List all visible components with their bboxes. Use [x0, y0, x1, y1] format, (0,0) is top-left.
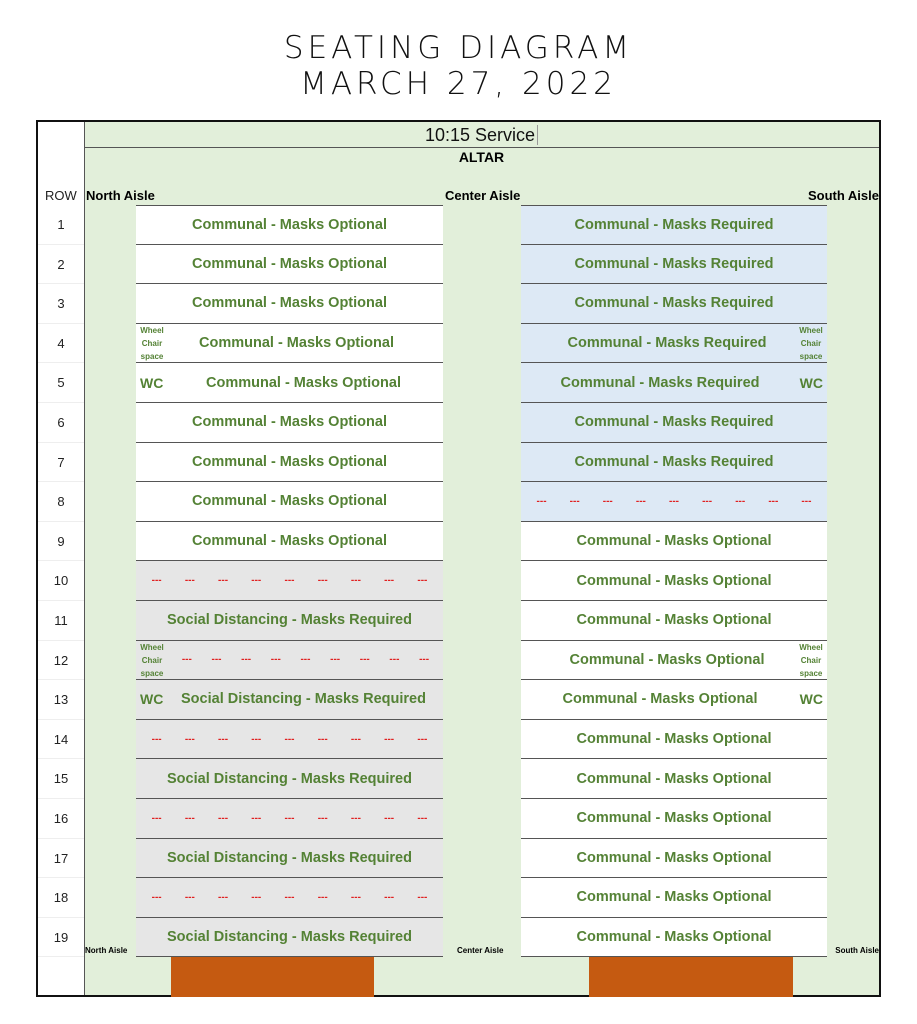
right-section-row-6[interactable]: [521, 403, 827, 443]
dash: ---: [251, 733, 262, 745]
left-section-row-9[interactable]: [136, 522, 443, 562]
right-section-row-2[interactable]: [521, 245, 827, 285]
unavailable-row-marker: [136, 892, 443, 903]
left-section-row-6[interactable]: [136, 403, 443, 443]
seating-status: Communal - Masks Required: [567, 335, 767, 352]
row-number: 8: [38, 482, 84, 522]
seating-status: Communal - Masks Optional: [192, 453, 387, 470]
dash: ---: [317, 575, 328, 587]
dash: ---: [384, 891, 395, 903]
dash: ---: [151, 575, 162, 587]
seating-status: Communal - Masks Optional: [206, 374, 401, 391]
right-section-row-7[interactable]: [521, 443, 827, 483]
seating-status: Communal - Masks Required: [574, 414, 774, 431]
north-aisle-label: North Aisle: [86, 188, 155, 203]
seating-status: Communal - Masks Optional: [562, 691, 758, 708]
seating-status: Communal - Masks Optional: [576, 731, 772, 748]
left-section-row-14[interactable]: [136, 720, 443, 760]
seating-status: Communal - Masks Optional: [576, 849, 772, 866]
right-section-row-17[interactable]: [521, 839, 827, 879]
seating-status: Communal - Masks Optional: [576, 889, 772, 906]
row-number: 3: [38, 284, 84, 324]
dash: ---: [389, 654, 400, 666]
wheelchair-space-label: Wheel Chair space: [140, 325, 164, 361]
seating-status: Social Distancing - Masks Required: [167, 770, 412, 787]
center-aisle-label: Center Aisle: [445, 188, 521, 203]
dash: ---: [536, 495, 547, 507]
north-pew-end: [171, 957, 374, 997]
dash: ---: [218, 733, 229, 745]
left-section-row-2[interactable]: [136, 245, 443, 285]
row-number: 5: [38, 363, 84, 403]
dash: ---: [417, 575, 428, 587]
dash: ---: [251, 891, 262, 903]
dash: ---: [635, 495, 646, 507]
row-number: 13: [38, 680, 84, 720]
right-section-row-1[interactable]: [521, 205, 827, 245]
wheelchair-label: WC: [140, 691, 164, 708]
dash: ---: [330, 654, 341, 666]
right-section-row-18[interactable]: [521, 878, 827, 918]
dash: ---: [300, 654, 311, 666]
title: SEATING DIAGRAM: [283, 30, 634, 66]
left-section-row-17[interactable]: [136, 839, 443, 879]
seating-status: Communal - Masks Required: [560, 374, 760, 391]
dash: ---: [251, 812, 262, 824]
seating-status: Social Distancing - Masks Required: [167, 612, 412, 629]
left-section-row-8[interactable]: [136, 482, 443, 522]
dash: ---: [350, 812, 361, 824]
left-section-row-11[interactable]: [136, 601, 443, 641]
dash: ---: [317, 733, 328, 745]
dash: ---: [211, 654, 222, 666]
dash: ---: [241, 654, 252, 666]
dash: ---: [359, 654, 370, 666]
right-section-row-5[interactable]: [521, 363, 827, 403]
dash: ---: [218, 812, 229, 824]
dash: ---: [218, 891, 229, 903]
wheelchair-label: WC: [799, 374, 823, 391]
right-section-row-10[interactable]: [521, 561, 827, 601]
seating-status: Communal - Masks Required: [574, 453, 774, 470]
left-section-row-18[interactable]: [136, 878, 443, 918]
right-section-row-8[interactable]: [521, 482, 827, 522]
dash: ---: [184, 733, 195, 745]
row-number: 1: [38, 205, 84, 245]
row-number: 17: [38, 839, 84, 879]
unavailable-row-marker: [136, 575, 443, 586]
left-section-row-10[interactable]: [136, 561, 443, 601]
row-number: 4: [38, 324, 84, 364]
unavailable-row-marker: [521, 496, 827, 507]
dash: ---: [218, 575, 229, 587]
dash: ---: [284, 891, 295, 903]
seating-status: Communal - Masks Optional: [192, 295, 387, 312]
dash: ---: [417, 733, 428, 745]
dash: ---: [184, 891, 195, 903]
dash: ---: [801, 495, 812, 507]
row-number: 11: [38, 601, 84, 641]
seating-status: Social Distancing - Masks Required: [167, 849, 412, 866]
wheelchair-space-label: Wheel Chair space: [799, 642, 823, 678]
seating-status: Communal - Masks Required: [574, 216, 774, 233]
dash: ---: [284, 575, 295, 587]
dash: ---: [350, 575, 361, 587]
right-section-row-16[interactable]: [521, 799, 827, 839]
dash: ---: [151, 812, 162, 824]
dash: ---: [151, 891, 162, 903]
dash: ---: [184, 575, 195, 587]
seating-status: Communal - Masks Optional: [192, 493, 387, 510]
wheelchair-space-label: Wheel Chair space: [140, 642, 164, 678]
dash: ---: [184, 812, 195, 824]
wheelchair-label: WC: [140, 374, 164, 391]
dash: ---: [417, 891, 428, 903]
row-number: 19: [38, 918, 84, 958]
dash: ---: [668, 495, 679, 507]
right-section-row-9[interactable]: [521, 522, 827, 562]
dash: ---: [284, 812, 295, 824]
left-section-row-15[interactable]: [136, 759, 443, 799]
dash: ---: [735, 495, 746, 507]
left-section-row-19[interactable]: [136, 918, 443, 958]
left-section-row-12[interactable]: [136, 641, 443, 681]
dash: ---: [317, 891, 328, 903]
center-aisle-label-bottom: Center Aisle: [457, 946, 504, 955]
seating-status: Communal - Masks Required: [574, 255, 774, 272]
seating-status: Communal - Masks Optional: [576, 810, 772, 827]
row-number: 2: [38, 245, 84, 285]
row-number: 10: [38, 561, 84, 601]
row-number: 6: [38, 403, 84, 443]
unavailable-row-marker: [136, 813, 443, 824]
dash: ---: [284, 733, 295, 745]
row-number: 15: [38, 759, 84, 799]
unavailable-row-marker: [136, 734, 443, 745]
dash: ---: [251, 575, 262, 587]
south-aisle-label: South Aisle: [807, 188, 879, 203]
dash: ---: [384, 733, 395, 745]
seating-status: Social Distancing - Masks Required: [181, 691, 426, 708]
dash: ---: [768, 495, 779, 507]
left-section-row-1[interactable]: [136, 205, 443, 245]
service-label: 10:15 Service: [425, 125, 538, 145]
right-section-row-13[interactable]: [521, 680, 827, 720]
right-section-row-15[interactable]: [521, 759, 827, 799]
date: MARCH 27, 2022: [300, 66, 617, 102]
right-section-row-3[interactable]: [521, 284, 827, 324]
left-section-row-7[interactable]: [136, 443, 443, 483]
wheelchair-space-label: Wheel Chair space: [799, 325, 823, 361]
seating-status: Communal - Masks Optional: [192, 255, 387, 272]
dash: ---: [602, 495, 613, 507]
row-number: 9: [38, 522, 84, 562]
right-section-row-19[interactable]: [521, 918, 827, 958]
dash: ---: [270, 654, 281, 666]
seating-status: Communal - Masks Required: [574, 295, 774, 312]
dash: ---: [384, 812, 395, 824]
right-section-row-11[interactable]: [521, 601, 827, 641]
altar-label: ALTAR: [458, 149, 505, 165]
left-section-row-5[interactable]: [136, 363, 443, 403]
seating-status: Communal - Masks Optional: [192, 216, 387, 233]
row-number: 14: [38, 720, 84, 760]
dash: ---: [350, 891, 361, 903]
seating-status: Communal - Masks Optional: [576, 612, 772, 629]
right-section-row-4[interactable]: [521, 324, 827, 364]
row-number: 16: [38, 799, 84, 839]
left-section-row-3[interactable]: [136, 284, 443, 324]
dash: ---: [350, 733, 361, 745]
dash: ---: [317, 812, 328, 824]
south-aisle-label-bottom: South Aisle: [835, 946, 879, 955]
dash: ---: [702, 495, 713, 507]
unavailable-row-marker: [136, 654, 443, 665]
south-pew-end: [589, 957, 793, 997]
seating-grid: [36, 120, 881, 997]
row-number: 18: [38, 878, 84, 918]
wheelchair-label: WC: [799, 691, 823, 708]
seating-status: Communal - Masks Optional: [576, 533, 772, 550]
dash: ---: [384, 575, 395, 587]
seating-status: Communal - Masks Optional: [569, 651, 765, 668]
right-section-row-14[interactable]: [521, 720, 827, 760]
dash: ---: [419, 654, 430, 666]
seating-status: Communal - Masks Optional: [192, 414, 387, 431]
row-number: 12: [38, 641, 84, 681]
seating-status: Communal - Masks Optional: [192, 533, 387, 550]
left-section-row-16[interactable]: [136, 799, 443, 839]
dash: ---: [181, 654, 192, 666]
dash: ---: [417, 812, 428, 824]
seating-status: Communal - Masks Optional: [576, 572, 772, 589]
left-section-row-4[interactable]: [136, 324, 443, 364]
row-number: 7: [38, 443, 84, 483]
service-header: [84, 122, 879, 148]
dash: ---: [569, 495, 580, 507]
left-section-row-13[interactable]: [136, 680, 443, 720]
seating-status: Communal - Masks Optional: [576, 929, 772, 946]
seating-status: Social Distancing - Masks Required: [167, 929, 412, 946]
right-section-row-12[interactable]: [521, 641, 827, 681]
north-aisle-label-bottom: North Aisle: [85, 946, 128, 955]
seating-status: Communal - Masks Optional: [199, 335, 394, 352]
dash: ---: [151, 733, 162, 745]
seating-status: Communal - Masks Optional: [576, 770, 772, 787]
row-header: ROW: [45, 188, 77, 203]
